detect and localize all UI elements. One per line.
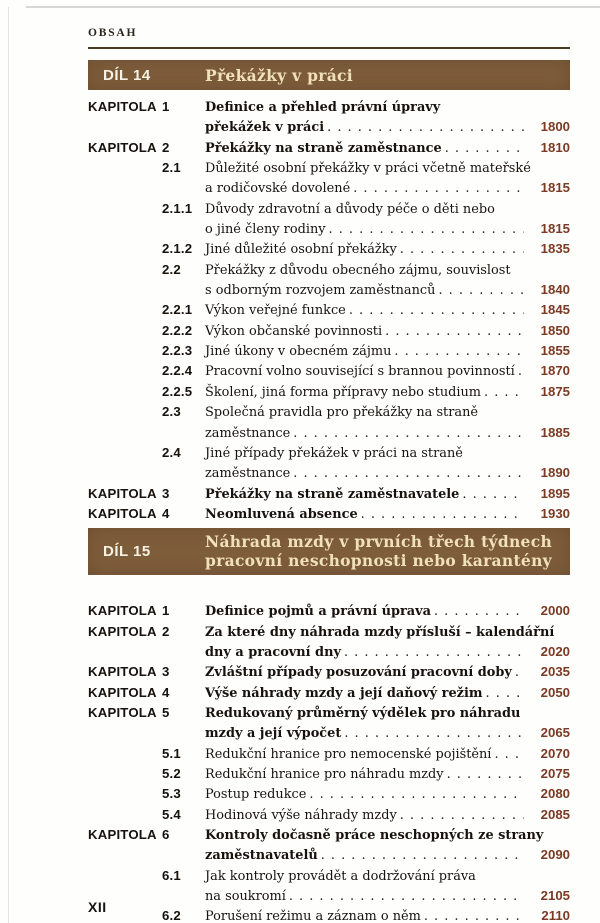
toc-entry-title bbox=[205, 444, 524, 463]
toc-entry-title bbox=[205, 846, 524, 865]
toc-entry-title bbox=[205, 220, 524, 239]
toc-entry-title bbox=[205, 240, 524, 259]
toc-entry-label: KAPITOLA bbox=[88, 704, 157, 720]
toc-row bbox=[88, 158, 570, 178]
dot-leader bbox=[326, 220, 524, 239]
dot-leader bbox=[459, 485, 524, 504]
toc-entry-title-text: Jak kontroly provádět a dodržování práva bbox=[205, 868, 476, 884]
toc-entry-title bbox=[205, 159, 531, 178]
toc-entry-page-number: 2110 bbox=[541, 908, 570, 923]
toc-entry-page-number: 1845 bbox=[540, 302, 570, 318]
toc-entry-page-number: 2050 bbox=[540, 684, 570, 700]
toc-entry-page-number: 2000 bbox=[540, 603, 570, 619]
part-title-line: Náhrada mzdy v prvních třech týdnech bbox=[205, 532, 553, 552]
toc-entry-page-number: 2085 bbox=[540, 806, 570, 822]
toc-entry-number: 5 bbox=[162, 704, 170, 720]
toc-entry-number: 2.2.4 bbox=[162, 363, 193, 379]
toc-entry-number: 2.2 bbox=[162, 261, 181, 277]
toc-entry-title bbox=[205, 806, 524, 825]
dot-leader bbox=[382, 322, 524, 341]
toc-entry-title-text: Jiné úkony v obecném zájmu bbox=[205, 344, 392, 360]
toc-entry-page-number: 2065 bbox=[540, 725, 570, 741]
dot-leader bbox=[290, 464, 524, 483]
toc-entry-title bbox=[205, 704, 524, 723]
toc-entry-number: 4 bbox=[162, 684, 170, 700]
toc-entry-title-text: Redukční hranice pro nemocenské pojištění bbox=[205, 746, 492, 762]
toc-row bbox=[88, 703, 570, 723]
toc-entry-title bbox=[205, 907, 524, 923]
toc-entry-title-text: Školení, jiná forma přípravy nebo studium bbox=[205, 384, 482, 400]
toc-entry-page-number: 1800 bbox=[540, 119, 570, 135]
toc-entry-title-text: Výkon veřejné funkce bbox=[205, 303, 346, 319]
dot-leader bbox=[421, 907, 524, 923]
toc-entry-title-text: Důvody zdravotní a důvody péče o děti nebo bbox=[205, 201, 495, 217]
toc-row bbox=[88, 723, 570, 743]
toc-entry-number: 4 bbox=[162, 505, 170, 521]
toc-row bbox=[88, 886, 570, 906]
toc-row bbox=[88, 764, 570, 784]
toc-entry-page-number: 2035 bbox=[540, 664, 570, 680]
header-rule bbox=[88, 47, 570, 49]
toc-entry-page-number: 1855 bbox=[540, 343, 570, 359]
toc-entry-title bbox=[205, 623, 555, 642]
toc-row bbox=[88, 805, 570, 825]
toc-entry-page-number: 1850 bbox=[540, 322, 570, 338]
toc-entry-title bbox=[205, 261, 524, 280]
toc-entry-title-text: zaměstnavatelů bbox=[205, 848, 318, 864]
toc-entry-label: KAPITOLA bbox=[88, 623, 157, 639]
toc-entry-title-text: Pracovní volno související s brannou povinností bbox=[205, 364, 515, 380]
toc-entry-title-text: a rodičovské dovolené bbox=[205, 181, 351, 197]
dot-leader bbox=[341, 643, 524, 662]
toc-row bbox=[88, 239, 570, 259]
toc-row bbox=[88, 280, 570, 300]
dot-leader bbox=[397, 806, 524, 825]
section-entries bbox=[88, 97, 570, 524]
toc-entry-title bbox=[205, 684, 524, 703]
toc-entry-page-number: 1930 bbox=[540, 505, 570, 521]
toc-entry-number: 5.3 bbox=[162, 786, 181, 802]
toc-entry-label: KAPITOLA bbox=[88, 505, 157, 521]
toc-entry-title-text: zaměstnance bbox=[205, 425, 291, 441]
toc-row bbox=[88, 642, 570, 662]
toc-entry-title-text: Postup redukce bbox=[205, 787, 307, 803]
toc-row bbox=[88, 300, 570, 320]
toc-row bbox=[88, 402, 570, 422]
toc-row bbox=[88, 463, 570, 483]
toc-row bbox=[88, 845, 570, 865]
toc-entry-number: 5.4 bbox=[162, 806, 181, 822]
toc-entry-number: 1 bbox=[162, 603, 170, 619]
dot-leader bbox=[515, 362, 524, 381]
toc-entry-title bbox=[205, 301, 524, 320]
toc-entry-title bbox=[205, 118, 524, 137]
toc-entry-title bbox=[205, 505, 524, 524]
toc-entry-number: 6.2 bbox=[162, 908, 181, 923]
page-number-roman: XII bbox=[88, 899, 107, 915]
toc-entry-title-text: Společná pravidla pro překážky na straně bbox=[205, 405, 479, 421]
toc-entry-title-text: Překážky z důvodu obecného zájmu, souvislost bbox=[205, 262, 511, 278]
dot-leader bbox=[483, 684, 524, 703]
toc-row bbox=[88, 484, 570, 504]
toc-row bbox=[88, 321, 570, 341]
toc-entry-page-number: 2080 bbox=[540, 786, 570, 802]
toc-entry-title-text: Za které dny náhrada mzdy přísluší – kalendářní bbox=[205, 624, 555, 640]
toc-entry-title-text: Výkon občanské povinnosti bbox=[205, 323, 383, 339]
toc-entry-title bbox=[205, 826, 544, 845]
toc-entry-title-text: Překážky na straně zaměstnavatele bbox=[205, 486, 460, 502]
toc-entry-title bbox=[205, 602, 524, 621]
toc-entry-title bbox=[205, 785, 524, 804]
part-title bbox=[205, 532, 570, 570]
toc-entry-number: 5.2 bbox=[162, 765, 181, 781]
toc-entry-title-text: Redukovaný průměrný výdělek pro náhradu bbox=[205, 705, 521, 721]
dot-leader bbox=[346, 301, 524, 320]
dot-leader bbox=[290, 424, 524, 443]
toc-entry-title-text: zaměstnance bbox=[205, 466, 291, 482]
toc-entry-number: 3 bbox=[162, 485, 170, 501]
toc-entry-title bbox=[205, 424, 524, 443]
toc-entry-label: KAPITOLA bbox=[88, 139, 157, 155]
toc-entry-number: 2.2.5 bbox=[162, 383, 193, 399]
toc-row bbox=[88, 683, 570, 703]
toc-entry-title bbox=[205, 643, 524, 662]
toc-entry-title bbox=[205, 342, 524, 361]
toc-entry-title bbox=[205, 724, 524, 743]
toc-entry-number: 1 bbox=[162, 99, 170, 114]
toc-entry-title-text: dny a pracovní dny bbox=[205, 644, 341, 660]
toc-row bbox=[88, 341, 570, 361]
toc-entry-page-number: 1835 bbox=[540, 241, 570, 257]
toc-entry-title-text: Kontroly dočasně práce neschopných ze strany bbox=[205, 828, 544, 843]
toc-entry-title-text: Definice pojmů a právní úprava bbox=[205, 604, 431, 620]
part-label: DÍL 15 bbox=[103, 542, 151, 560]
dot-leader bbox=[491, 745, 524, 764]
toc-entry-title-text: Jiné důležité osobní překážky bbox=[205, 242, 397, 258]
toc-entry-page-number: 2020 bbox=[540, 643, 570, 659]
dot-leader bbox=[481, 383, 524, 402]
toc-row bbox=[88, 825, 570, 845]
toc-entry-page-number: 1870 bbox=[540, 363, 570, 379]
toc-entry-number: 3 bbox=[162, 664, 170, 680]
scan-edge-artifact-top bbox=[26, 6, 600, 8]
toc-entry-number: 2 bbox=[162, 623, 170, 639]
toc-entry-title-text: Porušení režimu a záznam o něm bbox=[205, 909, 421, 923]
toc-entry-label: KAPITOLA bbox=[88, 827, 157, 842]
part-header-bar bbox=[88, 528, 570, 575]
toc-entry-page-number: 2105 bbox=[540, 888, 570, 904]
dot-leader bbox=[306, 785, 524, 804]
toc-entry-title bbox=[205, 403, 524, 422]
part-title-line: Překážky v práci bbox=[205, 65, 353, 85]
toc-row bbox=[88, 382, 570, 402]
toc-entry-title bbox=[205, 867, 524, 886]
toc-entry-title-text: Hodinová výše náhrady mzdy bbox=[205, 807, 397, 823]
toc-entry-label: KAPITOLA bbox=[88, 99, 157, 114]
toc-row bbox=[88, 178, 570, 198]
toc-entry-title bbox=[205, 362, 524, 381]
toc-row bbox=[88, 744, 570, 764]
toc-row bbox=[88, 117, 570, 137]
toc-entry-title-text: Neomluvená absence bbox=[205, 506, 358, 522]
toc-entry-title bbox=[205, 485, 524, 504]
toc-entry-page-number: 1815 bbox=[540, 221, 570, 237]
toc-row bbox=[88, 361, 570, 381]
toc-entry-title bbox=[205, 745, 524, 764]
toc-row bbox=[88, 601, 570, 621]
toc-entry-title-text: Důležité osobní překážky v práci včetně mateřské bbox=[205, 161, 531, 177]
dot-leader bbox=[435, 281, 524, 300]
toc-row bbox=[88, 219, 570, 239]
toc-row bbox=[88, 866, 570, 886]
toc-entry-page-number: 2075 bbox=[540, 765, 570, 781]
toc-entry-title-text: s odborným rozvojem zaměstnanců bbox=[205, 283, 436, 299]
table-of-contents bbox=[88, 60, 570, 923]
toc-entry-number: 6 bbox=[162, 827, 170, 842]
dot-leader bbox=[358, 505, 524, 524]
toc-entry-title bbox=[205, 98, 524, 117]
toc-entry-number: 2.1.1 bbox=[162, 200, 193, 216]
toc-row bbox=[88, 97, 570, 117]
toc-entry-number: 2 bbox=[162, 139, 170, 155]
toc-entry-page-number: 1890 bbox=[540, 465, 570, 481]
toc-entry-label: KAPITOLA bbox=[88, 485, 157, 501]
dot-leader bbox=[442, 139, 524, 158]
toc-entry-page-number: 1815 bbox=[540, 180, 570, 196]
toc-entry-title-text: Jiné případy překážek v práci na straně bbox=[205, 445, 463, 461]
toc-row bbox=[88, 443, 570, 463]
toc-entry-page-number: 1840 bbox=[540, 282, 570, 298]
toc-row bbox=[88, 622, 570, 642]
toc-entry-number: 2.2.1 bbox=[162, 302, 193, 318]
toc-row bbox=[88, 784, 570, 804]
toc-entry-title bbox=[205, 765, 524, 784]
toc-entry-title-text: o jiné členy rodiny bbox=[205, 222, 326, 238]
dot-leader bbox=[397, 240, 524, 259]
toc-entry-title bbox=[205, 139, 524, 158]
toc-row bbox=[88, 906, 570, 923]
toc-entry-title-text: Překážky na straně zaměstnance bbox=[205, 140, 442, 156]
toc-entry-title-text: překážek v práci bbox=[205, 120, 325, 136]
toc-entry-label: KAPITOLA bbox=[88, 603, 157, 619]
toc-row bbox=[88, 260, 570, 280]
dot-leader bbox=[391, 342, 524, 361]
toc-entry-number: 6.1 bbox=[162, 867, 181, 883]
toc-row bbox=[88, 138, 570, 158]
toc-entry-title-text: Zvláštní případy posuzování pracovní doby bbox=[205, 665, 512, 681]
dot-leader bbox=[318, 846, 524, 865]
toc-entry-page-number: 1885 bbox=[540, 424, 570, 440]
dot-leader bbox=[350, 179, 524, 198]
toc-entry-number: 2.1 bbox=[162, 160, 181, 176]
toc-entry-page-number: 2070 bbox=[540, 745, 570, 761]
toc-entry-number: 2.2.2 bbox=[162, 322, 193, 338]
toc-entry-title bbox=[205, 179, 524, 198]
toc-entry-title-text: mzdy a její výpočet bbox=[205, 726, 342, 742]
toc-entry-page-number: 1810 bbox=[540, 139, 570, 155]
dot-leader bbox=[286, 887, 524, 906]
toc-entry-number: 5.1 bbox=[162, 745, 181, 761]
dot-leader bbox=[341, 724, 524, 743]
toc-entry-number: 2.3 bbox=[162, 404, 181, 420]
toc-entry-page-number: 2090 bbox=[540, 847, 570, 863]
part-header-bar bbox=[88, 60, 570, 90]
toc-entry-title-text: Výše náhrady mzdy a její daňový režim bbox=[205, 685, 483, 701]
toc-entry-number: 2.1.2 bbox=[162, 241, 193, 257]
toc-entry-title bbox=[205, 322, 524, 341]
toc-entry-page-number: 1895 bbox=[540, 485, 570, 501]
dot-leader bbox=[444, 765, 524, 784]
toc-row bbox=[88, 504, 570, 524]
toc-entry-label: KAPITOLA bbox=[88, 664, 157, 680]
toc-entry-title bbox=[205, 464, 524, 483]
page-title: OBSAH bbox=[88, 27, 138, 39]
toc-row bbox=[88, 662, 570, 682]
part-label: DÍL 14 bbox=[103, 66, 151, 84]
part-title bbox=[205, 66, 570, 85]
toc-entry-title bbox=[205, 663, 524, 682]
toc-row bbox=[88, 199, 570, 219]
part-title-line: pracovní neschopnosti nebo karantény bbox=[205, 551, 552, 571]
dot-leader bbox=[512, 663, 524, 682]
dot-leader bbox=[324, 118, 524, 137]
toc-entry-title-text: Redukční hranice pro náhradu mzdy bbox=[205, 766, 444, 782]
toc-entry-title bbox=[205, 383, 524, 402]
toc-entry-title bbox=[205, 887, 524, 906]
toc-entry-title bbox=[205, 200, 524, 219]
toc-entry-number: 2.4 bbox=[162, 444, 181, 460]
dot-leader bbox=[431, 602, 524, 621]
toc-entry-label: KAPITOLA bbox=[88, 684, 157, 700]
toc-row bbox=[88, 423, 570, 443]
scan-edge-artifact-left bbox=[8, 7, 9, 923]
toc-entry-title-text: Definice a přehled právní úpravy bbox=[205, 100, 441, 115]
toc-entry-title-text: na soukromí bbox=[205, 889, 286, 905]
section-entries bbox=[88, 601, 570, 923]
toc-entry-number: 2.2.3 bbox=[162, 343, 193, 359]
toc-entry-page-number: 1875 bbox=[540, 383, 570, 399]
toc-entry-title bbox=[205, 281, 524, 300]
